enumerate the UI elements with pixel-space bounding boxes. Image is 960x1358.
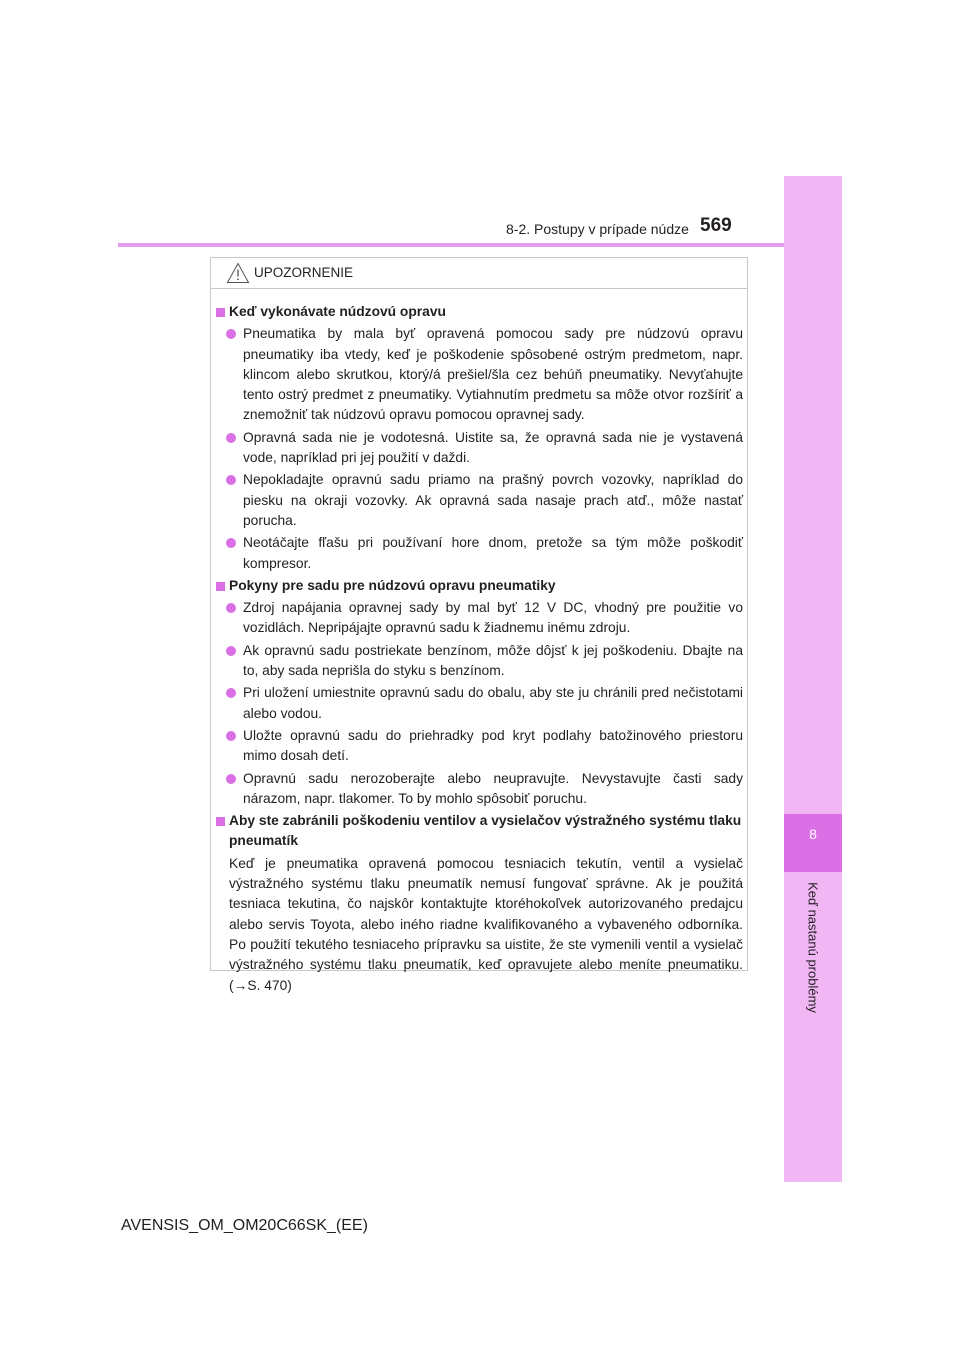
bullet-dot-icon [226, 646, 236, 656]
bullet-item [216, 598, 743, 639]
bullet-dot-icon [226, 538, 236, 548]
header-rule [118, 243, 784, 247]
warning-body [216, 300, 743, 996]
warning-box [210, 257, 748, 993]
bullet-dot-icon [226, 603, 236, 613]
bullet-text: Pri uložení umiestnite opravnú sadu do obalu, aby ste ju chránili pred nečistotami alebo vodou. [243, 685, 743, 721]
bullet-dot-icon [226, 329, 236, 339]
chapter-number: 8 [809, 826, 817, 842]
warning-triangle-icon [226, 262, 250, 289]
warning-header [211, 258, 747, 289]
bullet-dot-icon [226, 433, 236, 443]
bullet-item [216, 428, 743, 469]
chapter-side-tab [784, 176, 842, 1182]
bullet-item [216, 470, 743, 531]
bullet-dot-icon [226, 731, 236, 741]
bullet-text: Uložte opravnú sadu do priehradky pod kryt podlahy batožinového priestoru mimo dosah detí. [243, 727, 743, 764]
bullet-text: Nepokladajte opravnú sadu priamo na prašný povrch vozovky, napríklad do piesku na okraji vozovky. Ak opravná sada nasaje prach atď., môže nastať porucha. [243, 472, 743, 528]
bullet-text: Neotáčajte fľašu pri používaní hore dnom, pretože sa tým môže poškodiť kompresor. [243, 535, 743, 571]
section-title: 8-2. Postupy v prípade núdze [506, 221, 689, 237]
section-paragraph: Keď je pneumatika opravená pomocou tesniacich tekutín, ventil a vysielač výstražného systému tlaku pneumatík nemusí fungovať správne. Ak je použitá tesniaca tekutina, čo najskôr kontaktujte ktoréhokoľvek autorizovaného predajcu alebo servis Toyota, alebo iného riadne kvalifikovaného a vybaveného odborníka. Po použití tekutého tesniaceho prípravku sa uistite, že ste vymenili ventil a vysielač výstražného systému tlaku pneumatík, keď opravujete alebo meníte pneumatiku. (→S. 470) [229, 855, 743, 993]
bullet-text: Pneumatika by mala byť opravená pomocou sady pre núdzovú opravu pneumatiky iba vtedy, keď je poškodenie spôsobené ostrým predmetom, napr. klincom alebo skrutkou, ktorý/á prešiel/šla cez behúň pneumatiky. Nevyťahujte tento ostrý predmet z pneumatiky. Vytiahnutím predmetu sa môže otvor rozšíriť a znemožniť tak núdzovú opravu pomocou opravnej sady. [243, 326, 743, 423]
bullet-text: Opravná sada nie je vodotesná. Uistite sa, že opravná sada nie je vystavená vode, napríklad pri jej použití v daždi. [243, 429, 743, 466]
section-heading: Aby ste zabránili poškodeniu ventilov a vysielačov výstražného systému tlaku pneumatík [216, 811, 743, 852]
bullet-dot-icon [226, 688, 236, 698]
document-code: AVENSIS_OM_OM20C66SK_(EE) [121, 1217, 368, 1234]
bullet-dot-icon [226, 475, 236, 485]
section-heading: Pokyny pre sadu pre núdzovú opravu pneumatiky [216, 576, 743, 596]
bullet-dot-icon [226, 774, 236, 784]
bullet-item [216, 726, 743, 767]
bullet-text: Opravnú sadu nerozoberajte alebo neupravujte. Nevystavujte časti sady nárazom, napr. tlakomer. To by mohlo spôsobiť poruchu. [243, 770, 743, 806]
bullet-item [216, 533, 743, 574]
chapter-number-block [784, 814, 842, 872]
section-heading: Keď vykonávate núdzovú opravu [216, 302, 743, 322]
bullet-item [216, 683, 743, 724]
bullet-text: Ak opravnú sadu postriekate benzínom, môže dôjsť k jej poškodeniu. Dbajte na to, aby sada neprišla do styku s benzínom. [243, 642, 743, 679]
page-number: 569 [700, 215, 732, 236]
warning-title: UPOZORNENIE [254, 265, 354, 280]
bullet-item [216, 769, 743, 810]
bullet-text: Zdroj napájania opravnej sady by mal byť 12 V DC, vhodný pre použitie vo vozidlách. Nepripájajte opravnú sadu k žiadnemu inému zdroju. [243, 600, 743, 636]
chapter-label: Keď nastanú problémy [805, 882, 821, 1013]
bullet-item [216, 641, 743, 682]
bullet-item [216, 324, 743, 425]
